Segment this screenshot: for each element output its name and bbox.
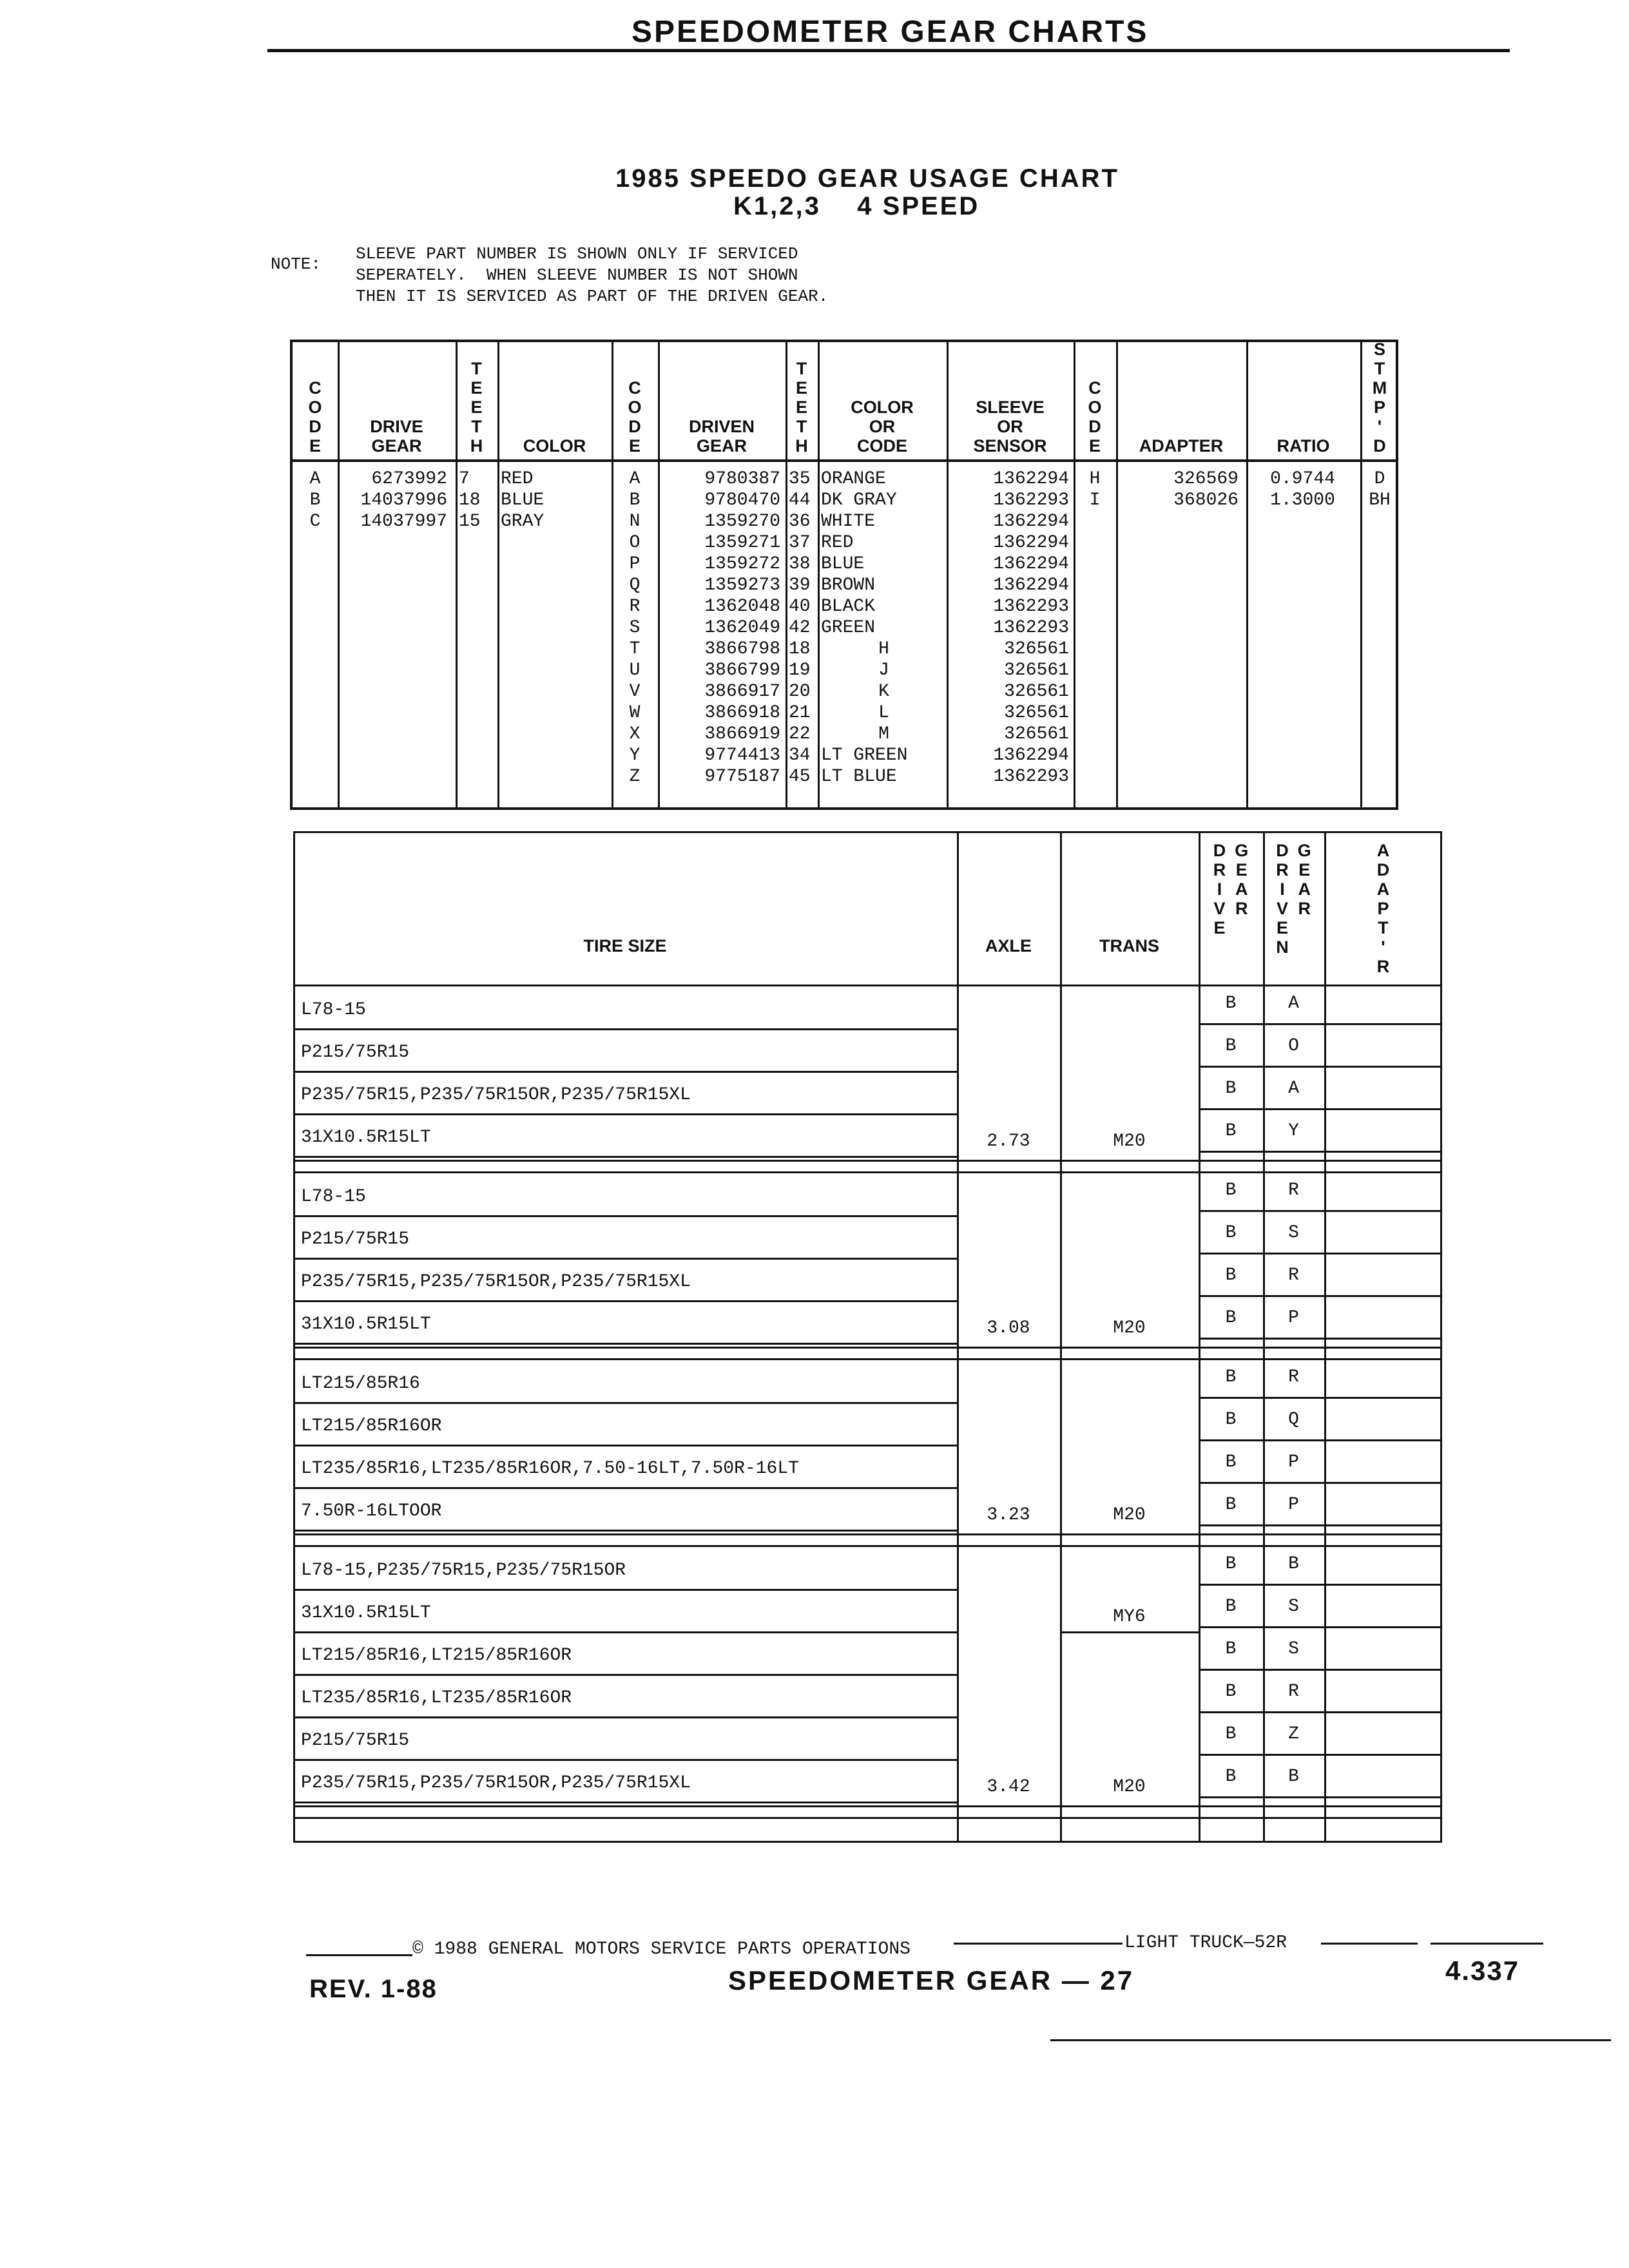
driven-gear-cell: A	[1288, 1079, 1299, 1099]
gear-usage-table	[290, 340, 1398, 810]
drive-gear-cell: B	[1225, 1265, 1237, 1285]
driven-color-cell: LT BLUE	[821, 767, 897, 787]
gear-row-rule	[1199, 1796, 1442, 1798]
tire-size-cell: P215/75R15	[301, 1043, 410, 1062]
driven-part-col-cell: 9774413	[704, 745, 780, 765]
driven-code-col-cell: U	[629, 660, 641, 680]
hdr-adapter: ADAPTER	[1139, 436, 1224, 456]
trans-split-rule	[1060, 1631, 1199, 1633]
driven-sleeve-col-cell: 1362294	[993, 554, 1069, 574]
tire-size-cell: P235/75R15,P235/75R15OR,P235/75R15XL	[301, 1773, 691, 1793]
tire-table-left	[293, 831, 295, 1843]
driven-gear-cell: S	[1288, 1597, 1299, 1617]
driven-teeth-col-cell: 45	[789, 767, 811, 787]
driven-part-col-cell: 3866919	[704, 724, 780, 744]
driven-sleeve-col-cell: 1362294	[993, 512, 1069, 532]
hdr-ratio: RATIO	[1277, 436, 1330, 456]
driven-color-cell: GREEN	[821, 618, 876, 638]
driven-teeth-col-cell: 38	[789, 554, 811, 574]
gear-header-rule	[293, 459, 1396, 462]
driven-code-col-cell: A	[629, 469, 641, 489]
driven-part-col-cell: 9780470	[704, 490, 780, 510]
hdr-stmpd: S T M P ' D	[1372, 340, 1387, 456]
driven-teeth-col	[789, 468, 818, 787]
hdr-code: C O D E	[308, 378, 322, 456]
gear-row-rule	[1199, 1754, 1442, 1756]
driven-sleeve-col-cell: 326561	[1004, 682, 1069, 702]
drive-teeth-col-cell: 18	[459, 490, 481, 510]
tire-row-rule	[293, 1300, 957, 1302]
driven-part-col-cell: 1362049	[704, 618, 780, 638]
driven-code-col-cell: W	[629, 703, 641, 723]
driven-teeth-col-cell: 19	[789, 660, 811, 680]
driven-part-col	[658, 468, 780, 787]
driven-color-cell: BLACK	[821, 597, 876, 617]
driven-code-col-cell: S	[629, 618, 641, 638]
adapter-code-col-cell: I	[1089, 490, 1101, 510]
adapter-code-col	[1074, 468, 1116, 511]
drive-gear-cell: B	[1225, 1121, 1237, 1141]
driven-part-col-cell: 1359273	[704, 575, 780, 595]
driven-gear-cell: B	[1288, 1767, 1299, 1787]
footer-bottom-rule	[1050, 2039, 1611, 2041]
driven-sleeve-col-cell: 326561	[1004, 703, 1069, 723]
axle-cell: 3.42	[987, 1777, 1030, 1797]
driven-sleeve-col-cell: 1362293	[993, 618, 1069, 638]
hdr-color: COLOR	[523, 436, 586, 456]
drive-gear-cell: B	[1225, 1223, 1237, 1243]
hdr-sleeve-or-sensor: SLEEVE OR SENSOR	[973, 398, 1047, 456]
driven-sleeve-col-cell: 326561	[1004, 660, 1069, 680]
driven-gear-cell: R	[1288, 1265, 1299, 1285]
group-rule	[293, 1160, 1442, 1162]
driven-code-col	[612, 468, 658, 787]
driven-part-col-cell: 3866917	[704, 682, 780, 702]
trans-cell: M20	[1113, 1777, 1146, 1797]
gear-row-rule	[1199, 1397, 1442, 1399]
hdr-color-or-code: COLOR OR CODE	[851, 398, 914, 456]
tire-row-rule	[293, 1589, 957, 1591]
hdr-trans: TRANS	[1099, 936, 1159, 956]
gear-row-rule	[1199, 1151, 1442, 1153]
group-rule	[293, 1533, 1442, 1535]
tire-size-cell: LT235/85R16,LT235/85R16OR,7.50-16LT,7.50R-16LT	[301, 1459, 799, 1479]
driven-part-col-cell: 1362048	[704, 597, 780, 617]
adapter-stmpd-col-cell: D	[1374, 469, 1385, 489]
driven-teeth-col-cell: 21	[789, 703, 811, 723]
hdr-drive-gear: DRIVE GEAR	[370, 417, 423, 456]
driven-sleeve-col-cell: 1362294	[993, 533, 1069, 553]
tire-size-cell: L78-15	[301, 1187, 366, 1207]
driven-color-cell: WHITE	[821, 512, 876, 532]
group-rule	[293, 1817, 1442, 1819]
drive-gear-cell: B	[1225, 1036, 1237, 1056]
chart-subtitle: K1,2,3 4 SPEED	[733, 192, 980, 220]
footer-right-text: LIGHT TRUCK—52R	[1124, 1933, 1287, 1953]
footer-copyright: © 1988 GENERAL MOTORS SERVICE PARTS OPERATIONS	[412, 1939, 911, 1959]
adapter-ratio-col	[1249, 468, 1356, 511]
chart-title: 1985 SPEEDO GEAR USAGE CHART	[615, 164, 1119, 193]
tire-size-cell: P215/75R15	[301, 1731, 410, 1751]
driven-teeth-col-cell: 18	[789, 639, 811, 659]
adapter-stmpd-col-cell: BH	[1369, 490, 1391, 510]
drive-gear-cell: B	[1225, 1410, 1237, 1430]
driven-sleeve-col-cell: 326561	[1004, 639, 1069, 659]
driven-teeth-col-cell: 42	[789, 618, 811, 638]
footer-rule-right-a	[1321, 1943, 1418, 1945]
drive-part-col-cell: 14037997	[360, 512, 447, 532]
driven-color-col	[821, 468, 947, 787]
driven-color-cell: DK GRAY	[821, 490, 897, 510]
gear-row-rule	[1199, 1108, 1442, 1110]
trans-cell-top: MY6	[1113, 1607, 1146, 1627]
footer-rule-mid	[954, 1943, 1123, 1945]
driven-color-cell: RED	[821, 533, 854, 553]
driven-sleeve-col-cell: 1362294	[993, 745, 1069, 765]
drive-color-col-cell: RED	[501, 469, 534, 489]
drive-code-col-cell: A	[309, 469, 321, 489]
drive-code-col	[293, 468, 338, 532]
gear-row-rule	[1199, 1295, 1442, 1297]
drive-color-col	[501, 468, 610, 532]
driven-code-col-cell: Y	[629, 745, 641, 765]
driven-color-cell: K	[878, 682, 889, 702]
hdr-tire-size: TIRE SIZE	[583, 936, 667, 956]
hdr-drive-gear-col: D R I V E G E A R	[1213, 841, 1249, 937]
tire-row-rule	[293, 1113, 957, 1115]
tire-size-cell: LT215/85R16,LT215/85R16OR	[301, 1646, 572, 1666]
tire-row-rule	[293, 1258, 957, 1260]
tire-size-cell: LT235/85R16,LT235/85R16OR	[301, 1688, 572, 1708]
tire-row-rule	[293, 1156, 957, 1158]
driven-teeth-col-cell: 34	[789, 745, 811, 765]
driven-color-cell: L	[878, 703, 889, 723]
tire-row-rule	[293, 1759, 957, 1761]
tire-table-top	[293, 831, 1442, 833]
driven-color-cell: ORANGE	[821, 469, 886, 489]
drive-part-col	[338, 468, 447, 532]
driven-gear-cell: R	[1288, 1367, 1299, 1387]
drive-code-col-cell: B	[309, 490, 321, 510]
drive-gear-cell: B	[1225, 1597, 1237, 1617]
driven-code-col-cell: Q	[629, 575, 641, 595]
driven-teeth-col-cell: 36	[789, 512, 811, 532]
driven-gear-cell: P	[1288, 1308, 1299, 1328]
tire-row-rule	[293, 1215, 957, 1217]
drive-code-col-cell: C	[309, 512, 321, 532]
tire-row-rule	[293, 1802, 957, 1803]
gear-row-rule	[1199, 1584, 1442, 1586]
gear-row-rule	[1199, 1253, 1442, 1254]
tire-size-cell: L78-15	[301, 1000, 366, 1020]
adapter-ratio-col-cell: 0.9744	[1270, 469, 1335, 489]
driven-part-col-cell: 3866799	[704, 660, 780, 680]
driven-gear-cell: Y	[1288, 1121, 1299, 1141]
drive-gear-cell: B	[1225, 1554, 1237, 1574]
driven-gear-cell: Z	[1288, 1724, 1299, 1744]
drive-gear-cell: B	[1225, 1639, 1237, 1659]
tire-row-rule	[293, 1445, 957, 1446]
driven-code-col-cell: V	[629, 682, 641, 702]
drive-color-col-cell: BLUE	[501, 490, 545, 510]
group-rule	[293, 1347, 1442, 1349]
driven-code-col-cell: R	[629, 597, 641, 617]
driven-gear-cell: R	[1288, 1180, 1299, 1200]
trans-cell: M20	[1113, 1505, 1146, 1525]
driven-sleeve-col-cell: 1362293	[993, 490, 1069, 510]
driven-part-col-cell: 1359270	[704, 512, 780, 532]
drive-part-col-cell: 6273992	[371, 469, 447, 489]
gear-row-rule	[1199, 1711, 1442, 1713]
group-rule	[293, 1805, 1442, 1807]
gear-row-rule	[1199, 1210, 1442, 1212]
driven-teeth-col-cell: 20	[789, 682, 811, 702]
adapter-part-col	[1116, 468, 1239, 511]
driven-gear-cell: P	[1288, 1495, 1299, 1515]
driven-part-col-cell: 1359272	[704, 554, 780, 574]
group-rule	[293, 1545, 1442, 1547]
driven-gear-cell: R	[1288, 1682, 1299, 1702]
driven-code-col-cell: X	[629, 724, 641, 744]
tire-size-cell: L78-15,P235/75R15,P235/75R15OR	[301, 1561, 626, 1581]
driven-part-col-cell: 1359271	[704, 533, 780, 553]
tire-size-table	[293, 831, 1442, 1843]
group-rule	[293, 1171, 1442, 1173]
driven-part-col-cell: 3866798	[704, 639, 780, 659]
tire-size-cell: 31X10.5R15LT	[301, 1314, 431, 1334]
drive-teeth-col-cell: 15	[459, 512, 481, 532]
axle-cell: 2.73	[987, 1131, 1030, 1151]
driven-teeth-col-cell: 39	[789, 575, 811, 595]
driven-sleeve-col-cell: 326561	[1004, 724, 1069, 744]
driven-sleeve-col	[947, 468, 1069, 787]
tire-size-cell: LT215/85R16	[301, 1374, 420, 1394]
hdr-driven-gear: DRIVEN GEAR	[688, 417, 755, 456]
adapter-ratio-col-cell: 1.3000	[1270, 490, 1335, 510]
drive-gear-cell: B	[1225, 1682, 1237, 1702]
trans-cell: M20	[1113, 1131, 1146, 1151]
drive-gear-cell: B	[1225, 1180, 1237, 1200]
tire-table-right	[1440, 831, 1442, 1843]
adapter-part-col-cell: 368026	[1173, 490, 1239, 510]
driven-part-col-cell: 9780387	[704, 469, 780, 489]
tire-size-cell: 31X10.5R15LT	[301, 1603, 431, 1623]
gear-row-rule	[1199, 1626, 1442, 1628]
tire-size-cell: 7.50R-16LTOOR	[301, 1501, 442, 1521]
drive-gear-cell: B	[1225, 994, 1237, 1014]
driven-code-col-cell: Z	[629, 767, 641, 787]
tire-header-rule	[293, 985, 1442, 986]
page-header-title: SPEEDOMETER GEAR CHARTS	[631, 15, 1149, 49]
driven-gear-cell: Q	[1288, 1410, 1299, 1430]
trans-cell: M20	[1113, 1318, 1146, 1338]
axle-cell: 3.23	[987, 1505, 1030, 1525]
adapter-code-col-cell: H	[1089, 469, 1101, 489]
drive-gear-cell: B	[1225, 1367, 1237, 1387]
drive-gear-cell: B	[1225, 1495, 1237, 1515]
gear-row-rule	[1199, 1669, 1442, 1671]
footer-rev: REV. 1-88	[309, 1975, 438, 2003]
hdr-axle: AXLE	[985, 936, 1032, 956]
driven-teeth-col-cell: 44	[789, 490, 811, 510]
footer-rule-left	[306, 1954, 412, 1956]
driven-code-col-cell: B	[629, 490, 641, 510]
adapter-stmpd-col	[1360, 468, 1399, 511]
tire-row-rule	[293, 1487, 957, 1489]
gear-row-rule	[1199, 1439, 1442, 1441]
driven-gear-cell: O	[1288, 1036, 1299, 1056]
driven-code-col-cell: O	[629, 533, 641, 553]
drive-gear-cell: B	[1225, 1724, 1237, 1744]
driven-code-col-cell: N	[629, 512, 641, 532]
tire-size-cell: 31X10.5R15LT	[301, 1128, 431, 1148]
tire-size-cell: P215/75R15	[301, 1229, 410, 1249]
driven-color-cell: BROWN	[821, 575, 876, 595]
driven-sleeve-col-cell: 1362293	[993, 767, 1069, 787]
gear-row-rule	[1199, 1482, 1442, 1484]
tire-size-cell: P235/75R15,P235/75R15OR,P235/75R15XL	[301, 1272, 691, 1292]
hdr-teeth: T E E T H	[470, 359, 483, 456]
gear-row-rule	[1199, 1338, 1442, 1340]
adapter-part-col-cell: 326569	[1173, 469, 1239, 489]
tire-row-rule	[293, 1716, 957, 1718]
driven-color-cell: BLUE	[821, 554, 865, 574]
tire-row-rule	[293, 1071, 957, 1073]
hdr-code-driven: C O D E	[628, 378, 642, 456]
footer-page-number: 4.337	[1445, 1956, 1520, 1986]
driven-gear-cell: A	[1288, 994, 1299, 1014]
axle-cell: 3.08	[987, 1318, 1030, 1338]
hdr-adaptr: A D A P T ' R	[1376, 841, 1390, 976]
footer-section: SPEEDOMETER GEAR — 27	[728, 1965, 1135, 1995]
drive-teeth-col	[459, 468, 497, 532]
drive-color-col-cell: GRAY	[501, 512, 545, 532]
tire-col-divider	[1324, 831, 1326, 1843]
driven-gear-cell: P	[1288, 1452, 1299, 1472]
drive-gear-cell: B	[1225, 1308, 1237, 1328]
driven-sleeve-col-cell: 1362293	[993, 597, 1069, 617]
note-text: SLEEVE PART NUMBER IS SHOWN ONLY IF SERVICED SEPERATELY. WHEN SLEEVE NUMBER IS NOT SHOWN THEN IT IS SERVICED AS PART OF THE DRIVEN GEAR.	[356, 244, 829, 306]
drive-part-col-cell: 14037996	[360, 490, 447, 510]
tire-size-cell: LT215/85R16OR	[301, 1416, 442, 1436]
tire-row-rule	[293, 1343, 957, 1345]
tire-table-bottom	[293, 1841, 1442, 1843]
driven-teeth-col-cell: 40	[789, 597, 811, 617]
driven-color-cell: J	[878, 660, 889, 680]
driven-color-cell: LT GREEN	[821, 745, 908, 765]
driven-part-col-cell: 3866918	[704, 703, 780, 723]
driven-gear-cell: S	[1288, 1223, 1299, 1243]
driven-part-col-cell: 9775187	[704, 767, 780, 787]
driven-gear-cell: B	[1288, 1554, 1299, 1574]
drive-gear-cell: B	[1225, 1767, 1237, 1787]
group-rule	[293, 1358, 1442, 1360]
tire-row-rule	[293, 1674, 957, 1676]
note-label: NOTE:	[271, 255, 322, 274]
gear-row-rule	[1199, 1023, 1442, 1025]
driven-code-col-cell: T	[629, 639, 641, 659]
hdr-driven-gear-col: D R I V E N G E A R	[1276, 841, 1311, 957]
driven-teeth-col-cell: 37	[789, 533, 811, 553]
driven-teeth-col-cell: 35	[789, 469, 811, 489]
tire-row-rule	[293, 1402, 957, 1404]
tire-row-rule	[293, 1631, 957, 1633]
tire-row-rule	[293, 1028, 957, 1030]
driven-sleeve-col-cell: 1362294	[993, 469, 1069, 489]
drive-gear-cell: B	[1225, 1452, 1237, 1472]
driven-code-col-cell: P	[629, 554, 641, 574]
driven-color-cell: H	[878, 639, 889, 659]
footer-rule-right-b	[1431, 1943, 1543, 1945]
driven-teeth-col-cell: 22	[789, 724, 811, 744]
hdr-teeth-driven: T E E T H	[795, 359, 808, 456]
driven-sleeve-col-cell: 1362294	[993, 575, 1069, 595]
driven-gear-cell: S	[1288, 1639, 1299, 1659]
drive-teeth-col-cell: 7	[459, 469, 470, 489]
tire-size-cell: P235/75R15,P235/75R15OR,P235/75R15XL	[301, 1085, 691, 1105]
header-rule	[267, 49, 1510, 52]
drive-gear-cell: B	[1225, 1079, 1237, 1099]
gear-row-rule	[1199, 1524, 1442, 1526]
gear-row-rule	[1199, 1066, 1442, 1068]
tire-row-rule	[293, 1530, 957, 1532]
driven-color-cell: M	[878, 724, 889, 744]
hdr-code-adapter: C O D E	[1088, 378, 1102, 456]
